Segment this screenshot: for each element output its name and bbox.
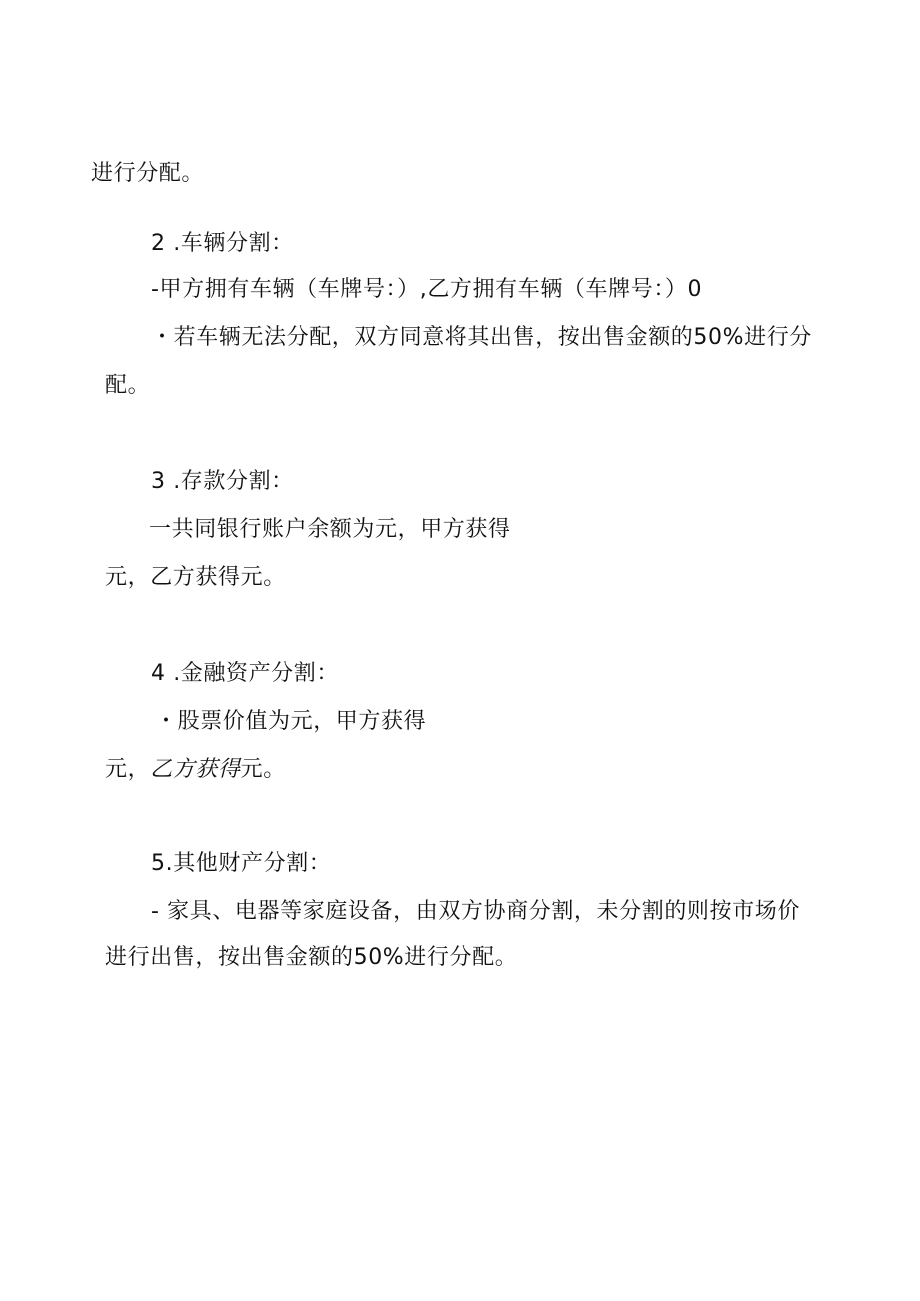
deposit-split-text: 一共同银行账户余额为元，甲方获得 [149,517,511,542]
stock-split-text-part-c: 元。 [240,757,286,782]
other-property-text-continued: 进行出售，按出售金额的50%进行分配。 [105,945,518,970]
vehicle-sale-text: ・若车辆无法分配，双方同意将其出售，按出售金额的50%进行分 [151,325,812,350]
section-heading-deposit: 3 .存款分割： [151,469,294,494]
vehicle-ownership-text: -甲方拥有车辆（车牌号：）,乙方拥有车辆（车牌号：）0 [151,277,703,302]
section-heading-vehicle: 2 .车辆分割： [151,231,294,256]
stock-split-text-part-b: 乙方获得 [150,757,241,782]
continuation-text: 进行分配。 [91,161,205,186]
stock-value-text: ・股票价值为元，甲方获得 [155,709,427,734]
vehicle-sale-text-continued: 配。 [105,373,151,398]
section-heading-other-property: 5.其他财产分割： [151,851,332,876]
other-property-text: - 家具、电器等家庭设备，由双方协商分割，未分割的则按市场价 [151,899,800,924]
stock-split-text-part-a: 元， [105,757,151,782]
section-heading-financial-assets: 4 .金融资产分割： [151,661,339,686]
stock-split-text [105,755,286,785]
deposit-split-text-continued: 元，乙方获得元。 [105,565,286,590]
